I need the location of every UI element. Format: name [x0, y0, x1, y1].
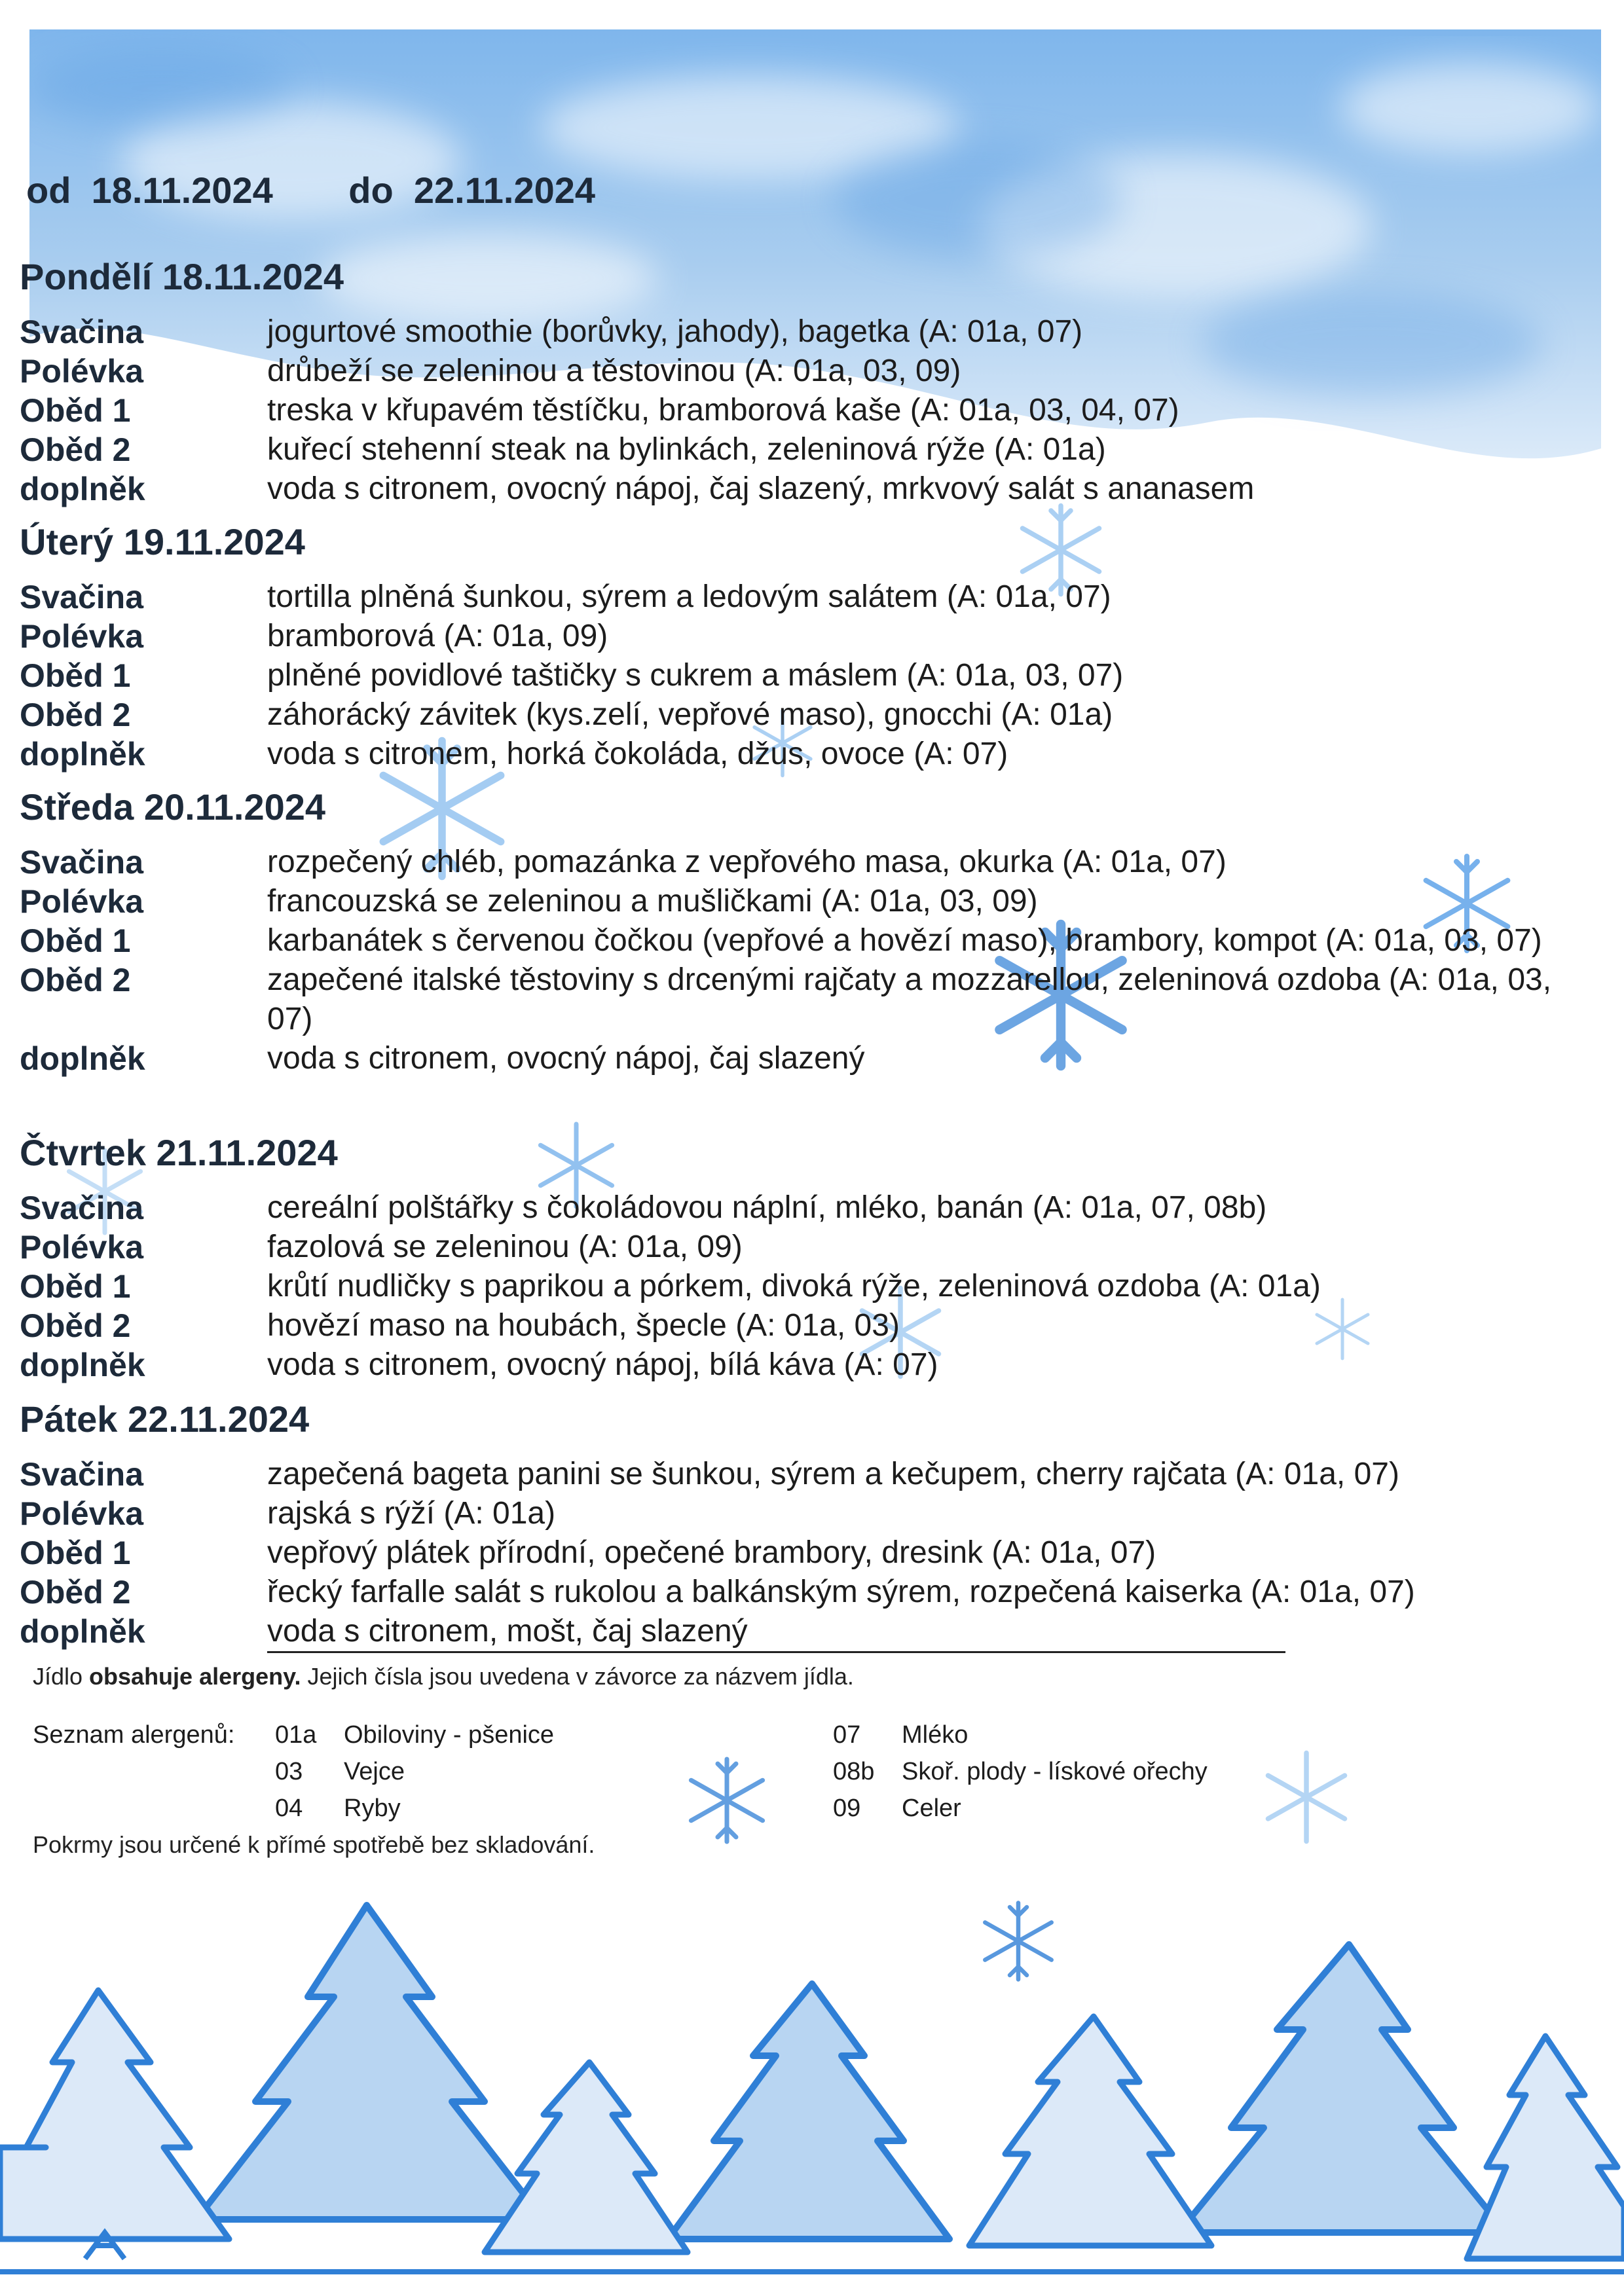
- meal-label: Oběd 1: [20, 657, 131, 694]
- meal-dish: karbanátek s červenou čočkou (vepřové a hovězí maso), brambory, kompot (A: 01a, 03, 07): [267, 923, 1542, 958]
- meal-row-lunch-1: [20, 1267, 1578, 1306]
- meal-row-snack: [20, 312, 1578, 352]
- storage-note: Pokrmy jsou určené k přímé spotřebě bez skladování.: [33, 1831, 595, 1858]
- day-title: Čtvrtek 21.11.2024: [20, 1132, 338, 1173]
- meal-row-lunch-1: [20, 1533, 1578, 1573]
- meal-dish: bramborová (A: 01a, 09): [267, 619, 608, 653]
- meal-row-extras: [20, 469, 1578, 509]
- allergen-code: 09: [833, 1795, 861, 1822]
- meal-dish: záhorácký závitek (kys.zelí, vepřové maso), gnocchi (A: 01a): [267, 697, 1113, 732]
- meal-dish: řecký farfalle salát s rukolou a balkánským sýrem, rozpečená kaiserka (A: 01a, 07): [267, 1575, 1415, 1609]
- meal-row-soup: [20, 352, 1578, 391]
- meal-label: doplněk: [20, 1347, 145, 1383]
- meal-dish: plněné povidlové taštičky s cukrem a máslem (A: 01a, 03, 07): [267, 658, 1124, 693]
- allergen-code: 08b: [833, 1758, 875, 1785]
- meal-row-snack: [20, 1455, 1578, 1494]
- allergen-item: [833, 1790, 1208, 1827]
- meal-label: Oběd 1: [20, 922, 131, 959]
- day-section-thursday: [20, 1131, 1578, 1385]
- meal-row-lunch-1: [20, 921, 1578, 960]
- meal-label: Polévka: [20, 1495, 144, 1532]
- day-title: Pondělí 18.11.2024: [20, 256, 344, 297]
- meal-label: Polévka: [20, 353, 144, 390]
- allergen-name: Skoř. plody - lískové ořechy: [902, 1758, 1208, 1785]
- allergen-column-right: [833, 1717, 1208, 1827]
- meal-row-extras: [20, 1039, 1578, 1078]
- allergen-item: [275, 1753, 554, 1790]
- meal-label: doplněk: [20, 1613, 145, 1650]
- period-from-date: 18.11.2024: [91, 170, 273, 211]
- meal-dish: treska v křupavém těstíčku, bramborová kaše (A: 01a, 03, 04, 07): [267, 393, 1179, 428]
- allergen-name: Mléko: [902, 1721, 969, 1749]
- meal-row-soup: [20, 1494, 1578, 1533]
- menu-period: [26, 169, 595, 211]
- meal-row-lunch-2: [20, 1306, 1578, 1345]
- meal-label: Oběd 2: [20, 1574, 131, 1611]
- meal-label: Oběd 1: [20, 392, 131, 429]
- meal-row-snack: [20, 1188, 1578, 1228]
- allergen-item: [833, 1717, 1208, 1753]
- allergen-name: Obiloviny - pšenice: [344, 1721, 555, 1749]
- meal-dish: voda s citronem, horká čokoláda, džus, ovoce (A: 07): [267, 737, 1008, 771]
- meal-dish: rajská s rýží (A: 01a): [267, 1496, 556, 1531]
- meal-dish: cereální polštářky s čokoládovou náplní, mléko, banán (A: 01a, 07, 08b): [267, 1190, 1267, 1225]
- meal-dish: zapečená bageta panini se šunkou, sýrem a kečupem, cherry rajčata (A: 01a, 07): [267, 1457, 1399, 1491]
- meal-dish: zapečené italské těstoviny s drcenými rajčaty a mozzarellou, zeleninová ozdoba (A: 01a, 03, 07): [267, 962, 1552, 1036]
- meal-label: Svačina: [20, 579, 144, 615]
- day-section-friday: [20, 1398, 1578, 1653]
- allergen-code: 07: [833, 1721, 861, 1749]
- allergen-list-label: Seznam alergenů:: [33, 1721, 235, 1749]
- allergen-intro-pre: Jídlo: [33, 1663, 90, 1690]
- meal-dish: drůbeží se zeleninou a těstovinou (A: 01a, 03, 09): [267, 354, 961, 388]
- meal-label: Oběd 2: [20, 1307, 131, 1344]
- meal-dish: krůtí nudličky s paprikou a pórkem, divoká rýže, zeleninová ozdoba (A: 01a): [267, 1269, 1321, 1303]
- period-from-label: od: [26, 170, 71, 211]
- day-title: Úterý 19.11.2024: [20, 521, 305, 562]
- meal-label: Polévka: [20, 618, 144, 655]
- day-section-monday: [20, 255, 1578, 509]
- meal-dish: voda s citronem, ovocný nápoj, čaj slazený, mrkvový salát s ananasem: [267, 471, 1255, 506]
- meal-label: doplněk: [20, 471, 145, 507]
- meal-label: doplněk: [20, 736, 145, 773]
- meal-label: Polévka: [20, 883, 144, 920]
- meal-dish: kuřecí stehenní steak na bylinkách, zeleninová rýže (A: 01a): [267, 432, 1106, 467]
- meal-label: Svačina: [20, 314, 144, 350]
- allergen-code: 03: [275, 1758, 303, 1785]
- day-section-wednesday: [20, 786, 1578, 1078]
- allergen-code: 04: [275, 1795, 303, 1822]
- meal-dish: vepřový plátek přírodní, opečené brambory, dresink (A: 01a, 07): [267, 1535, 1156, 1570]
- meal-label: doplněk: [20, 1040, 145, 1077]
- meal-row-extras: [20, 735, 1578, 774]
- allergen-item: [275, 1790, 554, 1827]
- meal-row-soup: [20, 1228, 1578, 1267]
- meal-label: Oběd 1: [20, 1268, 131, 1305]
- meal-dish: francouzská se zeleninou a mušličkami (A: 01a, 03, 09): [267, 884, 1038, 919]
- day-section-tuesday: [20, 520, 1578, 774]
- allergen-name: Celer: [902, 1795, 961, 1822]
- meal-label: Svačina: [20, 1456, 144, 1493]
- meal-row-lunch-2: [20, 430, 1578, 469]
- period-to-label: do: [348, 170, 394, 211]
- meal-row-lunch-1: [20, 656, 1578, 695]
- meal-row-lunch-2: [20, 960, 1578, 1039]
- meal-row-snack: [20, 577, 1578, 617]
- meal-row-soup: [20, 617, 1578, 656]
- meal-dish: rozpečený chléb, pomazánka z vepřového masa, okurka (A: 01a, 07): [267, 845, 1227, 879]
- period-to-date: 22.11.2024: [413, 170, 596, 211]
- meal-dish: hovězí maso na houbách, špecle (A: 01a, 03): [267, 1308, 900, 1343]
- meal-row-lunch-2: [20, 695, 1578, 735]
- allergen-name: Ryby: [344, 1795, 401, 1822]
- allergen-intro-bold: obsahuje alergeny.: [89, 1663, 301, 1690]
- meal-dish: voda s citronem, ovocný nápoj, čaj slazený: [267, 1041, 865, 1076]
- meal-row-lunch-1: [20, 391, 1578, 430]
- meal-row-extras: [20, 1345, 1578, 1385]
- meal-label: Oběd 1: [20, 1535, 131, 1571]
- allergen-item: [833, 1753, 1208, 1790]
- meal-dish: jogurtové smoothie (borůvky, jahody), bagetka (A: 01a, 07): [267, 314, 1083, 349]
- meal-label: Oběd 2: [20, 962, 131, 998]
- day-title: Středa 20.11.2024: [20, 786, 326, 828]
- meal-row-soup: [20, 882, 1578, 921]
- meal-dish: fazolová se zeleninou (A: 01a, 09): [267, 1230, 743, 1264]
- allergen-column-left: [275, 1717, 554, 1827]
- meal-label: Polévka: [20, 1229, 144, 1266]
- meal-row-extras: [20, 1612, 1578, 1653]
- meal-dish: tortilla plněná šunkou, sýrem a ledovým salátem (A: 01a, 07): [267, 579, 1111, 614]
- allergen-intro-post: Jejich čísla jsou uvedena v závorce za názvem jídla.: [301, 1663, 854, 1690]
- allergen-code: 01a: [275, 1721, 317, 1749]
- meal-label: Oběd 2: [20, 431, 131, 468]
- meal-label: Svačina: [20, 1190, 144, 1226]
- allergen-item: [275, 1717, 554, 1753]
- meal-dish: voda s citronem, ovocný nápoj, bílá káva (A: 07): [267, 1347, 938, 1382]
- allergen-name: Vejce: [344, 1758, 405, 1785]
- meal-label: Oběd 2: [20, 697, 131, 733]
- meal-row-snack: [20, 843, 1578, 882]
- day-title: Pátek 22.11.2024: [20, 1398, 310, 1440]
- meal-row-lunch-2: [20, 1573, 1578, 1612]
- meal-dish: voda s citronem, mošt, čaj slazený: [267, 1612, 1285, 1653]
- meal-label: Svačina: [20, 844, 144, 881]
- allergen-intro-note: [33, 1663, 1539, 1690]
